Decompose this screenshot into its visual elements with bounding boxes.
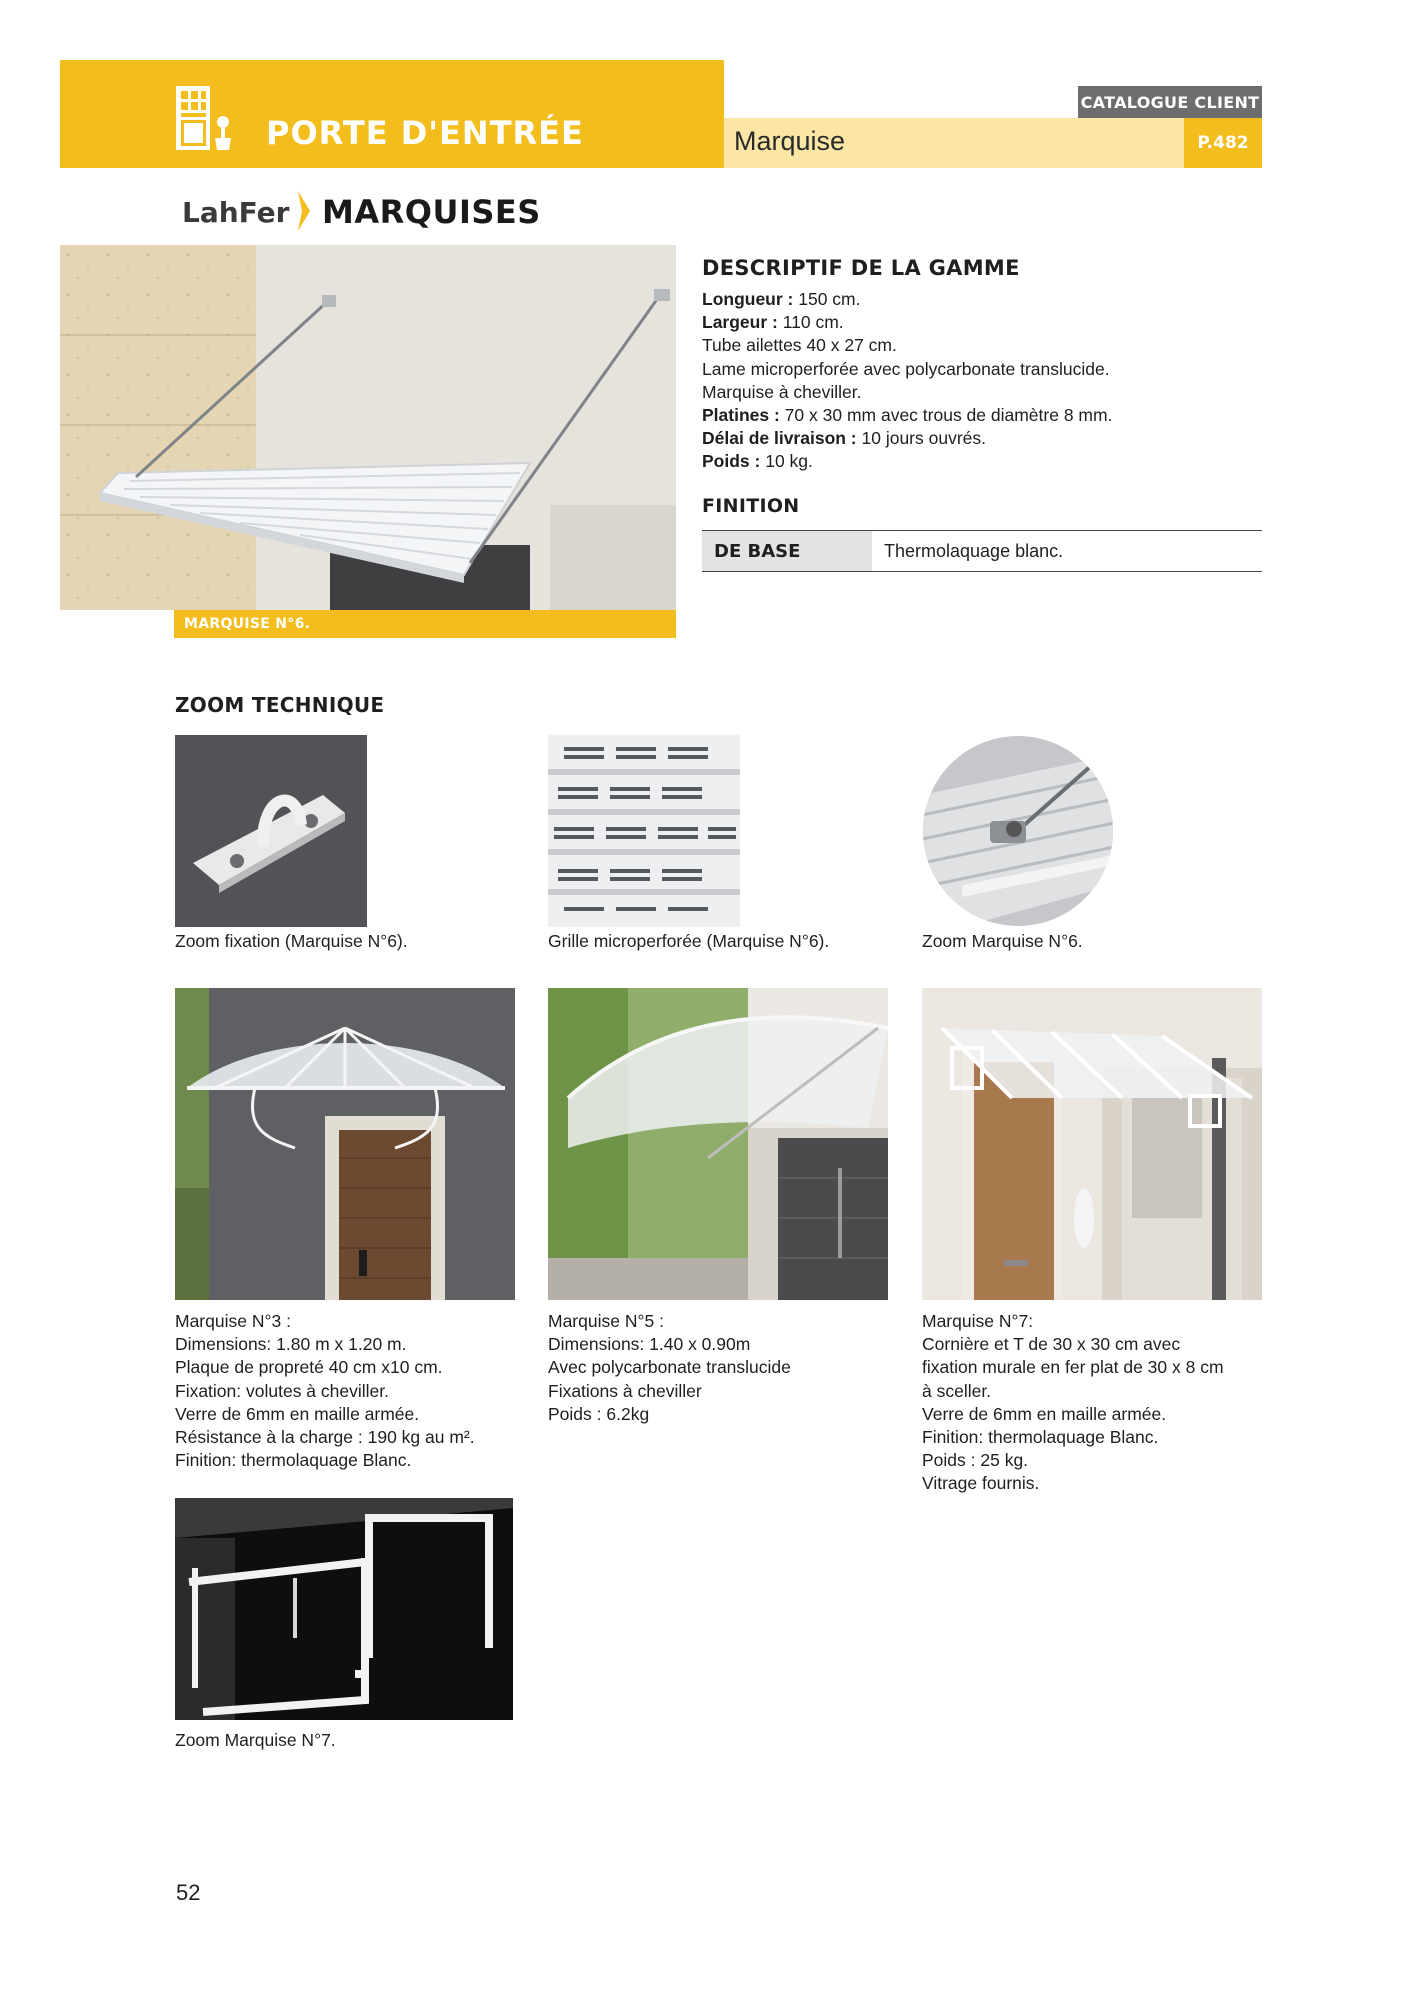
finition-key: DE BASE — [702, 531, 874, 571]
description-line: Délai de livraison : 10 jours ouvrés. — [702, 428, 987, 449]
hero-caption: MARQUISE N°6. — [174, 610, 676, 638]
finition-title: FINITION — [702, 495, 800, 517]
description-line: Longueur : 150 cm. — [702, 289, 861, 309]
model-7-specs: Marquise N°7: Cornière et T de 30 x 30 cm avec fixation murale en fer plat de 30 x 8 cm à sceller. Verre de 6mm en maille armée. Finition: thermolaquage Blanc. Poids : 25 kg. Vitrage fournis. — [922, 1311, 1224, 1494]
zoom-caption-3: Zoom Marquise N°6. — [922, 931, 1083, 951]
description-title: DESCRIPTIF DE LA GAMME — [702, 256, 1020, 280]
description-list — [702, 288, 1262, 474]
photo-marquise-3 — [175, 988, 515, 1300]
photo-grille-microperforee — [548, 735, 740, 927]
finition-value: Thermolaquage blanc. — [884, 541, 1064, 561]
description-line: Lame microperforée avec polycarbonate translucide. — [702, 358, 1110, 379]
header-subtitle: Marquise — [734, 126, 846, 156]
model-3-specs: Marquise N°3 : Dimensions: 1.80 m x 1.20 m. Plaque de propreté 40 cm x10 cm. Fixation: volutes à cheviller. Verre de 6mm en maille armée. Résistance à la charge : 190 kg au m². Finition: thermolaquage Blanc. — [175, 1311, 475, 1471]
description-line: Poids : 10 kg. — [702, 451, 813, 472]
section-title: PORTE D'ENTRÉE — [266, 114, 584, 152]
brand-logo-text: LahFer — [182, 196, 290, 229]
brand-logo — [182, 190, 290, 234]
model-5-specs: Marquise N°5 : Dimensions: 1.40 x 0.90m Avec polycarbonate translucide Fixations à cheviller Poids : 6.2kg — [548, 1311, 791, 1424]
hero-photo-marquise-6 — [60, 245, 676, 610]
zoom-technique-title: ZOOM TECHNIQUE — [175, 693, 385, 717]
description-line: Largeur : 110 cm. — [702, 312, 844, 333]
description-line: Platines : 70 x 30 mm avec trous de diamètre 8 mm. — [702, 405, 1113, 426]
photo-zoom-fixation — [175, 735, 367, 927]
brand-title: MARQUISES — [322, 193, 541, 231]
photo-zoom-marquise-6 — [922, 735, 1114, 927]
photo-zoom-marquise-7 — [175, 1498, 513, 1720]
finition-table — [702, 530, 1262, 572]
zoom-caption-2: Grille microperforée (Marquise N°6). — [548, 931, 830, 951]
description-line: Tube ailettes 40 x 27 cm. — [702, 335, 897, 356]
photo-marquise-7 — [922, 988, 1262, 1300]
page-number: 52 — [176, 1880, 201, 1905]
chevron-right-icon — [296, 189, 312, 233]
photo-marquise-5 — [548, 988, 888, 1300]
zoom-7-caption: Zoom Marquise N°7. — [175, 1730, 336, 1750]
description-line: Marquise à cheviller. — [702, 381, 862, 402]
catalogue-label: CATALOGUE CLIENT — [1078, 86, 1262, 118]
door-icon — [174, 84, 234, 154]
zoom-caption-1: Zoom fixation (Marquise N°6). — [175, 931, 408, 951]
page-reference: P.482 — [1184, 118, 1262, 168]
